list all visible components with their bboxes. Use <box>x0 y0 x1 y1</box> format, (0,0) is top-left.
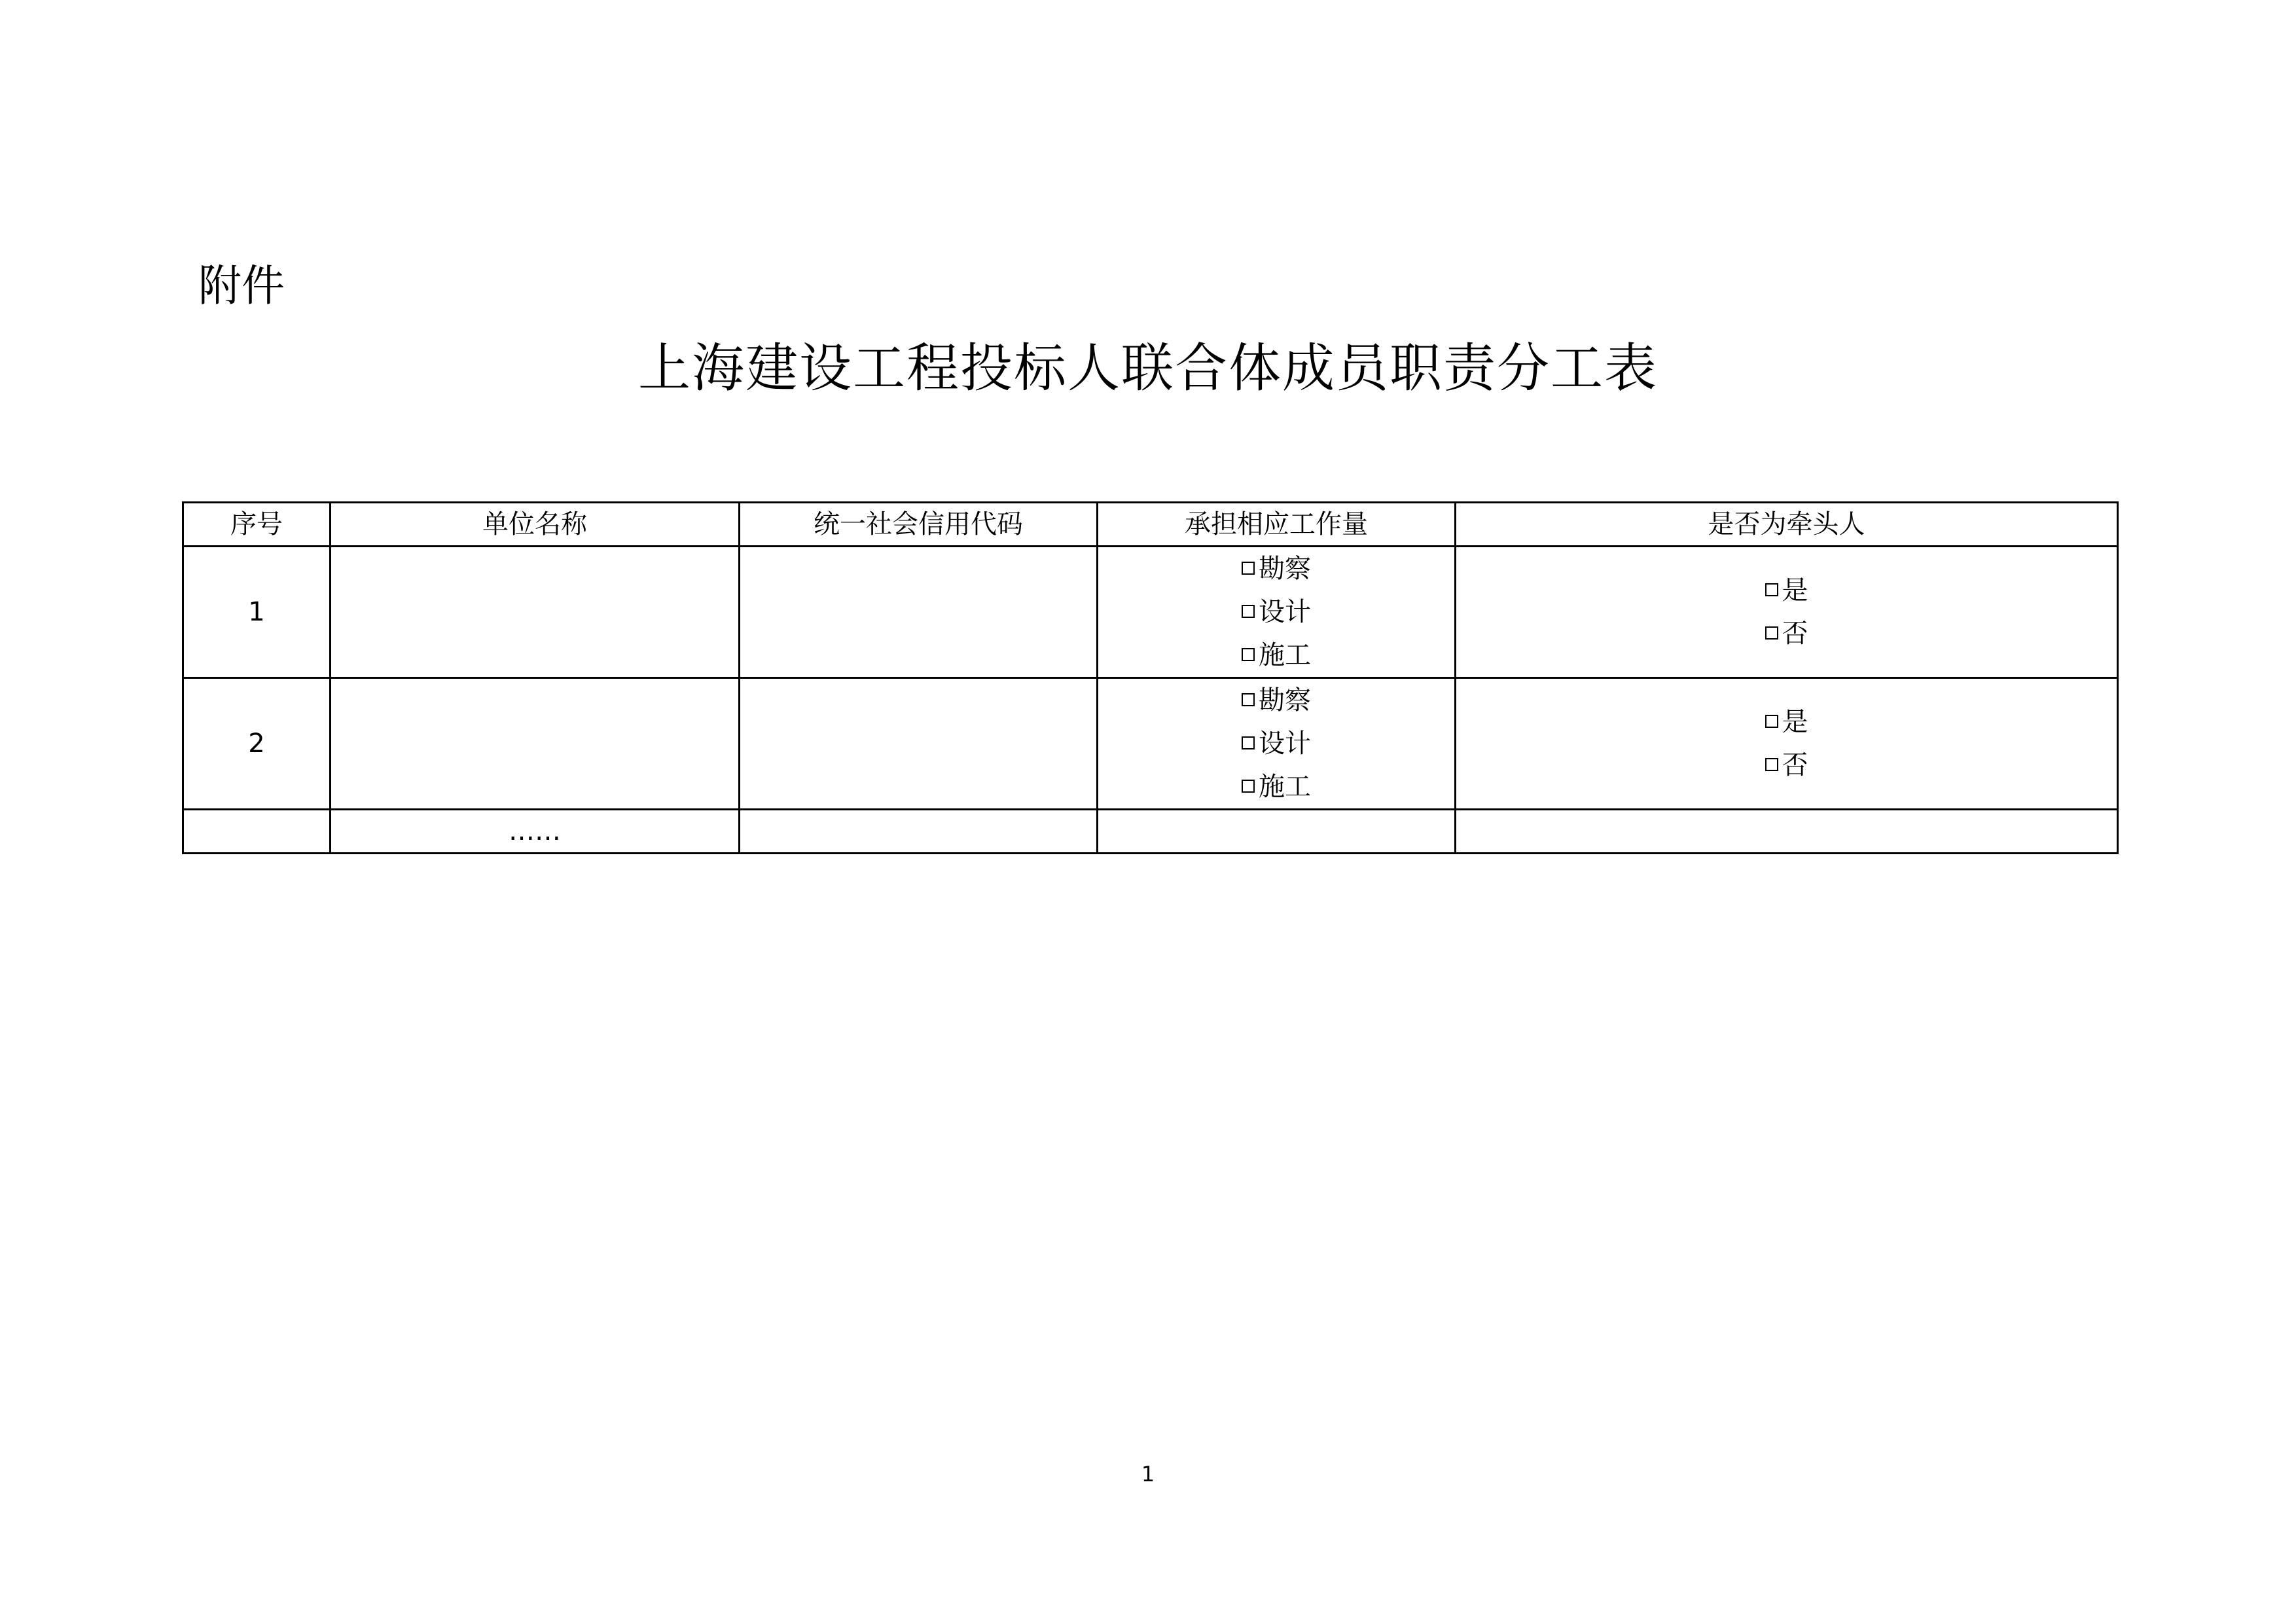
option-label: 施工 <box>1259 772 1311 802</box>
option-label: 是 <box>1782 707 1808 737</box>
table-row <box>183 678 2118 810</box>
workload-option-construction[interactable] <box>1242 634 1311 677</box>
workload-option-survey[interactable] <box>1242 679 1311 722</box>
attachment-label: 附件 <box>198 261 285 311</box>
column-header-credit-code: 统一社会信用代码 <box>740 503 1098 547</box>
checkbox-icon[interactable] <box>1765 583 1778 596</box>
checkbox-icon[interactable] <box>1242 562 1255 575</box>
workload-option-survey[interactable] <box>1242 547 1311 590</box>
option-label: 施工 <box>1259 640 1311 670</box>
responsibility-table <box>182 501 2119 854</box>
option-label: 设计 <box>1259 597 1311 627</box>
checkbox-icon[interactable] <box>1765 715 1778 728</box>
credit-code-cell[interactable] <box>740 547 1098 678</box>
option-label: 是 <box>1782 575 1808 605</box>
empty-cell <box>740 810 1098 854</box>
checkbox-icon[interactable] <box>1242 648 1255 661</box>
is-lead-cell <box>1456 678 2118 810</box>
option-label: 设计 <box>1259 729 1311 759</box>
checkbox-icon[interactable] <box>1242 605 1255 618</box>
workload-option-design[interactable] <box>1242 722 1311 765</box>
option-label: 否 <box>1782 750 1808 780</box>
workload-options <box>1242 679 1311 808</box>
option-label: 勘察 <box>1259 554 1311 584</box>
column-header-workload: 承担相应工作量 <box>1098 503 1456 547</box>
checkbox-icon[interactable] <box>1242 693 1255 706</box>
checkbox-icon[interactable] <box>1765 758 1778 771</box>
lead-option-yes[interactable] <box>1765 700 1808 744</box>
row-index: 1 <box>183 547 331 678</box>
credit-code-cell[interactable] <box>740 678 1098 810</box>
workload-cell <box>1098 678 1456 810</box>
workload-cell <box>1098 547 1456 678</box>
option-label: 否 <box>1782 619 1808 649</box>
unit-name-cell[interactable] <box>331 678 740 810</box>
column-header-is-lead: 是否为牵头人 <box>1456 503 2118 547</box>
lead-options <box>1765 569 1808 655</box>
option-label: 勘察 <box>1259 685 1311 715</box>
page-number: 1 <box>1141 1462 1155 1487</box>
workload-option-design[interactable] <box>1242 590 1311 634</box>
checkbox-icon[interactable] <box>1765 626 1778 640</box>
table-row <box>183 547 2118 678</box>
lead-option-no[interactable] <box>1765 612 1808 655</box>
lead-option-yes[interactable] <box>1765 569 1808 612</box>
unit-name-cell[interactable] <box>331 547 740 678</box>
table-row-continuation <box>183 810 2118 854</box>
empty-cell <box>183 810 331 854</box>
checkbox-icon[interactable] <box>1242 780 1255 793</box>
document-title: 上海建设工程投标人联合体成员职责分工表 <box>638 338 1658 399</box>
continuation-ellipsis: …… <box>331 810 740 854</box>
is-lead-cell <box>1456 547 2118 678</box>
workload-option-construction[interactable] <box>1242 765 1311 808</box>
column-header-unit-name: 单位名称 <box>331 503 740 547</box>
lead-options <box>1765 700 1808 787</box>
column-header-index: 序号 <box>183 503 331 547</box>
lead-option-no[interactable] <box>1765 744 1808 787</box>
workload-options <box>1242 547 1311 677</box>
row-index: 2 <box>183 678 331 810</box>
empty-cell <box>1098 810 1456 854</box>
table-header-row <box>183 503 2118 547</box>
empty-cell <box>1456 810 2118 854</box>
checkbox-icon[interactable] <box>1242 736 1255 749</box>
